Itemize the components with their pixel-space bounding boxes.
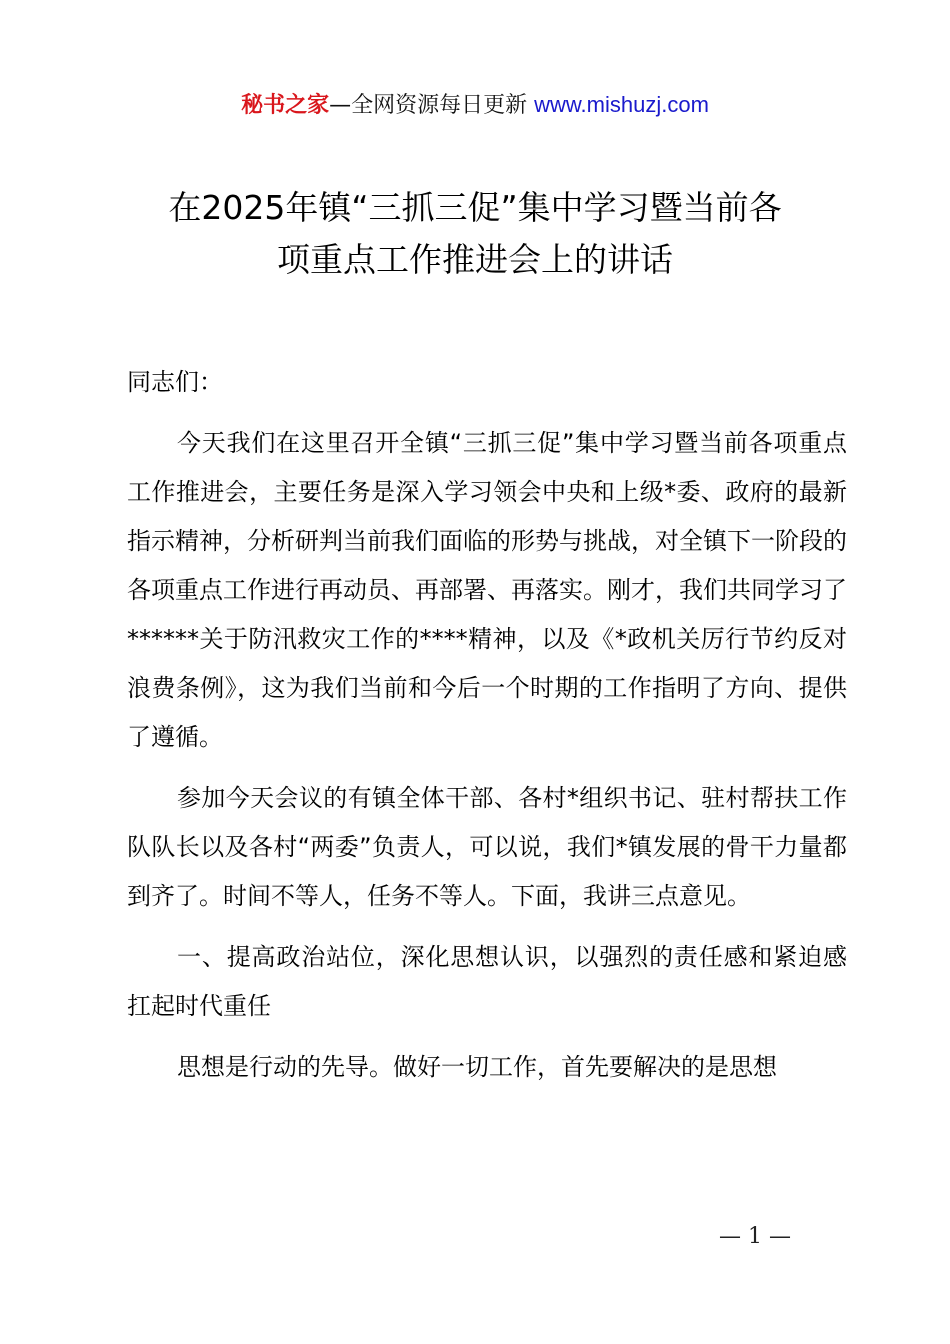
brand-name: 秘书之家 [241,93,330,118]
brand-tagline: —全网资源每日更新 [329,93,528,118]
paragraph-1: 今天我们在这里召开全镇“三抓三促”集中学习暨当前各项重点工作推进会，主要任务是深入学习领会中央和上级*委、政府的最新指示精神，分析研判当前我们面临的形势与挑战，对全镇下一阶段的各项重点工作进行再动员、再部署、再落实。刚才，我们共同学习了******关于防汛救灾工作的****精神，以及《*政机关厉行节约反对浪费条例》，这为我们当前和今后一个时期的工作指明了方向、提供了遵循。 [127,429,847,751]
document-body [127,358,847,1104]
site-banner [0,88,950,123]
paragraph-3: 思想是行动的先导。做好一切工作，首先要解决的是思想 [177,1053,777,1081]
site-url-link[interactable]: www.mishuzj.com [534,92,709,117]
document-title [80,182,870,286]
section-heading-1: 一、提高政治站位，深化思想认识，以强烈的责任感和紧迫感扛起时代重任 [127,943,847,1020]
title-line-1: 在2025年镇“三抓三促”集中学习暨当前各 [168,188,782,227]
title-line-2: 项重点工作推进会上的讲话 [277,240,673,279]
salutation: 同志们： [127,368,223,396]
page-number: — 1 — [719,1224,791,1249]
paragraph-2: 参加今天会议的有镇全体干部、各村*组织书记、驻村帮扶工作队队长以及各村“两委”负责人，可以说，我们*镇发展的骨干力量都到齐了。时间不等人，任务不等人。下面，我讲三点意见。 [127,784,847,910]
